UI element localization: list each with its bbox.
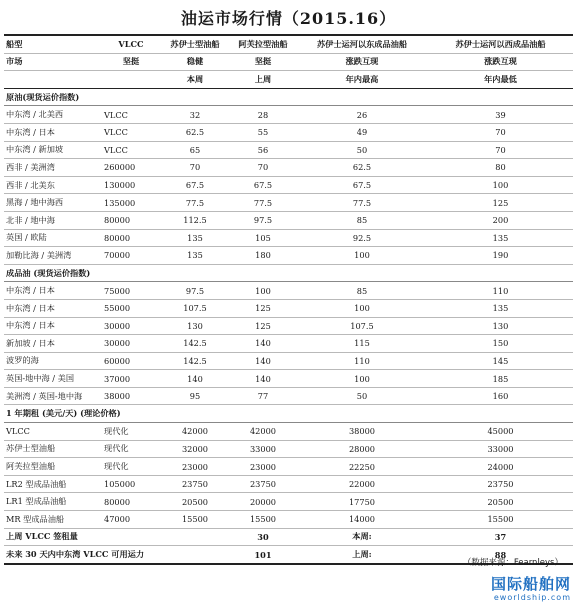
table-cell: 140 [230, 335, 296, 353]
footer-cell: 101 [230, 546, 296, 564]
table-cell: VLCC [102, 141, 160, 159]
table-cell: 135 [160, 229, 230, 247]
table-cell: 67.5 [160, 176, 230, 194]
table-cell: 45000 [428, 423, 573, 441]
table-cell: 20000 [230, 493, 296, 511]
table-cell: 37000 [102, 370, 160, 388]
table-cell: 80000 [102, 211, 160, 229]
table-row [4, 176, 573, 194]
table-cell: 加勒比海 / 美洲湾 [4, 247, 102, 265]
table-cell: 77.5 [230, 194, 296, 212]
header-cell: 坚挺 [230, 53, 296, 71]
page-title: 油运市场行情（2015.16） [180, 9, 397, 28]
table-cell: 14000 [296, 511, 428, 529]
header-cell: 稳健 [160, 53, 230, 71]
table-cell: 97.5 [160, 282, 230, 300]
table-cell: 85 [296, 282, 428, 300]
watermark-cn: 国际船舶网 [490, 575, 571, 593]
table-cell: 105 [230, 229, 296, 247]
table-row [4, 106, 573, 124]
section-title: 成品油 (现货运价指数) [4, 264, 573, 282]
data-source-note: （数据来源：Fearnleys） [462, 558, 563, 568]
table-cell: 42000 [230, 423, 296, 441]
table-cell: 77.5 [160, 194, 230, 212]
table-cell: 180 [230, 247, 296, 265]
table-cell: 160 [428, 387, 573, 405]
header-cell: 上周 [230, 71, 296, 89]
header-cell: 阿芙拉型油船 [230, 35, 296, 53]
table-cell: 中东湾 / 日本 [4, 299, 102, 317]
table-cell: 80000 [102, 229, 160, 247]
table-cell: 24000 [428, 458, 573, 476]
header-cell: 苏伊士运河以西成品油船 [428, 35, 573, 53]
table-cell: 77.5 [296, 194, 428, 212]
table-cell: 105000 [102, 475, 160, 493]
table-cell: 23000 [160, 458, 230, 476]
section-title-row [4, 405, 573, 423]
table-cell: 28 [230, 106, 296, 124]
table-cell: VLCC [102, 106, 160, 124]
table-cell: 30000 [102, 317, 160, 335]
table-cell: 55 [230, 123, 296, 141]
footer-label: 上周 VLCC 签租量 [4, 528, 230, 546]
table-cell: 49 [296, 123, 428, 141]
header-cell: 本周 [160, 71, 230, 89]
table-cell: 190 [428, 247, 573, 265]
table-cell: 23750 [230, 475, 296, 493]
table-cell: 20500 [428, 493, 573, 511]
table-cell: MR 型成品油船 [4, 511, 102, 529]
table-cell: 95 [160, 387, 230, 405]
table-cell: 70 [428, 141, 573, 159]
table-cell: 67.5 [296, 176, 428, 194]
header-cell: VLCC [102, 35, 160, 53]
header-row-period [4, 71, 573, 89]
table-row [4, 247, 573, 265]
table-cell: 130 [428, 317, 573, 335]
table-row [4, 141, 573, 159]
header-cell: 年内最低 [428, 71, 573, 89]
table-cell: 125 [230, 317, 296, 335]
table-cell: 135000 [102, 194, 160, 212]
table-cell: 现代化 [102, 440, 160, 458]
table-cell: 美洲湾 / 英国-地中海 [4, 387, 102, 405]
header-cell: 市场 [4, 53, 102, 71]
table-cell: LR2 型成品油船 [4, 475, 102, 493]
table-cell: 20500 [160, 493, 230, 511]
table-cell: 142.5 [160, 352, 230, 370]
table-cell: 22250 [296, 458, 428, 476]
table-cell: LR1 型成品油船 [4, 493, 102, 511]
footer-row [4, 528, 573, 546]
table-cell: 77 [230, 387, 296, 405]
table-cell: 125 [230, 299, 296, 317]
header-cell: 坚挺 [102, 53, 160, 71]
table-cell: 苏伊士型油船 [4, 440, 102, 458]
table-cell: 112.5 [160, 211, 230, 229]
table-cell: 67.5 [230, 176, 296, 194]
table-cell: 中东湾 / 北美西 [4, 106, 102, 124]
table-cell: 60000 [102, 352, 160, 370]
table-cell: 140 [160, 370, 230, 388]
table-cell: VLCC [4, 423, 102, 441]
table-cell: 15500 [230, 511, 296, 529]
footer-cell: 88 [428, 546, 573, 564]
table-cell: 中东湾 / 日本 [4, 317, 102, 335]
table-cell: 260000 [102, 159, 160, 177]
table-cell: 62.5 [160, 123, 230, 141]
table-cell: 现代化 [102, 458, 160, 476]
watermark-logo [439, 576, 571, 604]
table-cell: 80 [428, 159, 573, 177]
table-cell: 北非 / 地中海 [4, 211, 102, 229]
table-cell: 30000 [102, 335, 160, 353]
table-row [4, 387, 573, 405]
table-cell: VLCC [102, 123, 160, 141]
table-cell: 23750 [428, 475, 573, 493]
footer-label: 未来 30 天内中东湾 VLCC 可用运力 [4, 546, 230, 564]
table-cell: 波罗的海 [4, 352, 102, 370]
table-cell: 西非 / 北美东 [4, 176, 102, 194]
section-title-row [4, 264, 573, 282]
header-row-market [4, 53, 573, 71]
table-cell: 47000 [102, 511, 160, 529]
table-cell: 15500 [160, 511, 230, 529]
table-cell: 75000 [102, 282, 160, 300]
table-cell: 23750 [160, 475, 230, 493]
table-cell: 70 [230, 159, 296, 177]
table-cell: 英国 / 欧陆 [4, 229, 102, 247]
table-row [4, 440, 573, 458]
section-title: 原油(现货运价指数) [4, 88, 573, 106]
table-cell: 50 [296, 387, 428, 405]
table-cell: 西非 / 美洲湾 [4, 159, 102, 177]
table-cell: 100 [428, 176, 573, 194]
table-row [4, 317, 573, 335]
table-cell: 97.5 [230, 211, 296, 229]
table-cell: 38000 [296, 423, 428, 441]
table-cell: 100 [296, 370, 428, 388]
table-row [4, 159, 573, 177]
table-row [4, 123, 573, 141]
header-row-ship-type [4, 35, 573, 53]
table-cell: 135 [428, 229, 573, 247]
table-row [4, 194, 573, 212]
watermark-en: eworldship.com [493, 593, 571, 602]
table-cell: 80000 [102, 493, 160, 511]
table-row [4, 282, 573, 300]
section-title-row [4, 88, 573, 106]
table-cell: 现代化 [102, 423, 160, 441]
header-cell: 涨跌互现 [296, 53, 428, 71]
header-cell [102, 71, 160, 89]
table-cell: 黑海 / 地中海西 [4, 194, 102, 212]
table-cell: 英国-地中海 / 美国 [4, 370, 102, 388]
section-title: 1 年期租 (美元/天) (理论价格) [4, 405, 573, 423]
table-cell: 140 [230, 352, 296, 370]
table-cell: 140 [230, 370, 296, 388]
table-cell: 56 [230, 141, 296, 159]
table-cell: 新加坡 / 日本 [4, 335, 102, 353]
table-cell: 17750 [296, 493, 428, 511]
table-cell: 135 [160, 247, 230, 265]
table-cell: 135 [428, 299, 573, 317]
table-cell: 200 [428, 211, 573, 229]
table-cell: 150 [428, 335, 573, 353]
table-row [4, 211, 573, 229]
table-cell: 33000 [428, 440, 573, 458]
table-cell: 55000 [102, 299, 160, 317]
table-cell: 100 [230, 282, 296, 300]
table-cell: 130 [160, 317, 230, 335]
table-row [4, 511, 573, 529]
table-cell: 110 [428, 282, 573, 300]
table-cell: 100 [296, 299, 428, 317]
header-cell: 船型 [4, 35, 102, 53]
footer-cell: 本周: [296, 528, 428, 546]
table-cell: 70 [160, 159, 230, 177]
table-row [4, 370, 573, 388]
table-cell: 145 [428, 352, 573, 370]
footer-cell: 上周: [296, 546, 428, 564]
table-cell: 107.5 [160, 299, 230, 317]
table-cell: 142.5 [160, 335, 230, 353]
table-cell: 22000 [296, 475, 428, 493]
table-cell: 70000 [102, 247, 160, 265]
table-row [4, 475, 573, 493]
table-cell: 26 [296, 106, 428, 124]
tanker-rates-table [4, 34, 573, 565]
table-cell: 33000 [230, 440, 296, 458]
table-cell: 65 [160, 141, 230, 159]
table-row [4, 352, 573, 370]
table-row [4, 335, 573, 353]
table-row [4, 229, 573, 247]
footer-cell: 37 [428, 528, 573, 546]
header-cell: 苏伊士型油船 [160, 35, 230, 53]
table-cell: 85 [296, 211, 428, 229]
table-cell: 125 [428, 194, 573, 212]
table-cell: 32000 [160, 440, 230, 458]
table-cell: 130000 [102, 176, 160, 194]
footer-cell: 30 [230, 528, 296, 546]
header-cell [4, 71, 102, 89]
table-cell: 中东湾 / 日本 [4, 282, 102, 300]
table-cell: 107.5 [296, 317, 428, 335]
table-cell: 92.5 [296, 229, 428, 247]
table-cell: 185 [428, 370, 573, 388]
header-cell: 年内最高 [296, 71, 428, 89]
table-row [4, 458, 573, 476]
table-cell: 中东湾 / 新加坡 [4, 141, 102, 159]
table-cell: 115 [296, 335, 428, 353]
table-cell: 62.5 [296, 159, 428, 177]
table-cell: 42000 [160, 423, 230, 441]
table-row [4, 299, 573, 317]
table-cell: 32 [160, 106, 230, 124]
table-cell: 15500 [428, 511, 573, 529]
table-cell: 100 [296, 247, 428, 265]
table-cell: 28000 [296, 440, 428, 458]
table-cell: 39 [428, 106, 573, 124]
table-cell: 70 [428, 123, 573, 141]
header-cell: 苏伊士运河以东成品油船 [296, 35, 428, 53]
header-cell: 涨跌互现 [428, 53, 573, 71]
table-cell: 110 [296, 352, 428, 370]
table-cell: 阿芙拉型油船 [4, 458, 102, 476]
table-cell: 23000 [230, 458, 296, 476]
table-row [4, 493, 573, 511]
table-cell: 中东湾 / 日本 [4, 123, 102, 141]
table-cell: 50 [296, 141, 428, 159]
table-row [4, 423, 573, 441]
table-cell: 38000 [102, 387, 160, 405]
